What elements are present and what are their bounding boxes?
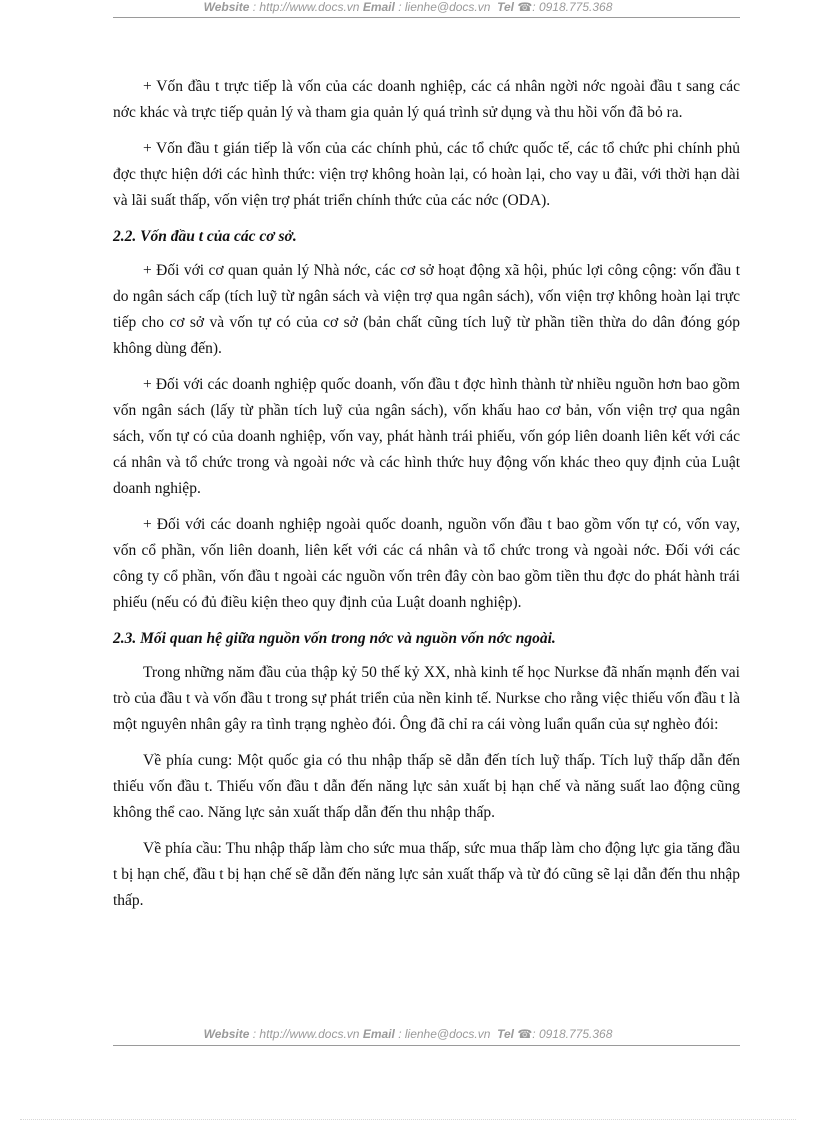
paragraph-state-enterprises: + Đối với các doanh nghiệp quốc doanh, vốn đầu t đợc hình thành từ nhiều nguồn hơn bao gồm vốn ngân sách (lấy từ phần tích luỹ của ngân sách), vốn khấu hao cơ bản, vốn viện trợ qua ngân sách, vốn tự có của doanh nghiệp, vốn vay, phát hành trái phiếu, vốn góp liên doanh liên kết với các cá nhân và tổ chức trong và ngoài nớc và các hình thức huy động vốn khác theo quy định của Luật doanh nghiệp. <box>113 376 740 497</box>
paragraph-direct-investment: + Vốn đầu t trực tiếp là vốn của các doanh nghiệp, các cá nhân ngời nớc ngoài đầu t sang các nớc khác và trực tiếp quản lý và tham gia quản lý quá trình sử dụng và thu hồi vốn đã bỏ ra. <box>113 78 740 121</box>
header-divider <box>113 17 740 18</box>
header-tel: ☎: 0918.775.368 <box>517 0 613 14</box>
header-tel-label: Tel <box>497 0 514 14</box>
footer-email[interactable]: : lienhe@docs.vn <box>398 1027 491 1041</box>
footer-divider <box>113 1045 740 1046</box>
footer-email-label: Email <box>362 1027 395 1041</box>
header-website-url[interactable]: : http://www.docs.vn <box>252 0 360 14</box>
footer-website-label: Website <box>203 1027 250 1041</box>
paragraph-indirect-investment: + Vốn đầu t gián tiếp là vốn của các chính phủ, các tổ chức quốc tế, các tổ chức phi chính phủ đợc thực hiện dới các hình thức: viện trợ không hoàn lại, có hoàn lại, cho vay u đãi, với thời hạn dài và lãi suất thấp, vốn viện trợ phát triển chính thức của các nớc (ODA). <box>113 140 740 209</box>
footer-tel: ☎: 0918.775.368 <box>517 1027 613 1041</box>
paragraph-demand-side: Về phía cầu: Thu nhập thấp làm cho sức mua thấp, sức mua thấp làm cho động lực gia tăng đầu t bị hạn chế, đầu t bị hạn chế sẽ dẫn đến năng lực sản xuất thấp và từ đó cũng sẽ lại dẫn đến thu nhập thấp. <box>113 840 740 909</box>
paragraph-private-enterprises: + Đối với các doanh nghiệp ngoài quốc doanh, nguồn vốn đầu t bao gồm vốn tự có, vốn vay, vốn cổ phần, vốn liên doanh, liên kết với các cá nhân và tổ chức trong và ngoài nớc. Đối với các công ty cổ phần, vốn đầu t ngoài các nguồn vốn trên đây còn bao gồm tiền thu đợc do phát hành trái phiếu (nếu có đủ điều kiện theo quy định của Luật doanh nghiệp). <box>113 516 740 611</box>
footer-tel-label: Tel <box>497 1027 514 1041</box>
header-email-label: Email <box>362 0 395 14</box>
section-heading-2-2: 2.2. Vốn đầu t của các cơ sở. <box>113 228 297 245</box>
page-header <box>0 0 816 14</box>
paragraph-supply-side: Về phía cung: Một quốc gia có thu nhập thấp sẽ dẫn đến tích luỹ thấp. Tích luỹ thấp dẫn đến thiếu vốn đầu t. Thiếu vốn đầu t dẫn đến năng lực sản xuất bị hạn chế và năng suất lao động cũng không thể cao. Năng lực sản xuất thấp dẫn đến thu nhập thấp. <box>113 752 740 821</box>
page-bottom-border <box>20 1119 796 1120</box>
header-website-label: Website <box>203 0 250 14</box>
page-footer <box>0 1027 816 1041</box>
paragraph-state-agencies: + Đối với cơ quan quản lý Nhà nớc, các cơ sở hoạt động xã hội, phúc lợi công cộng: vốn đầu t do ngân sách cấp (tích luỹ từ ngân sách và viện trợ qua ngân sách), vốn viện trợ không hoàn lại trực tiếp cho cơ sở và vốn tự có của cơ sở (bản chất cũng tích luỹ từ phần tiền thừa do dân đóng góp không dùng đến). <box>113 262 740 357</box>
header-email[interactable]: : lienhe@docs.vn <box>398 0 491 14</box>
document-body <box>113 74 740 924</box>
paragraph-nurkse: Trong những năm đầu của thập kỷ 50 thế kỷ XX, nhà kinh tế học Nurkse đã nhấn mạnh đến vai trò của đầu t và vốn đầu t trong sự phát triển của nền kinh tế. Nurkse cho rằng việc thiếu vốn đầu t là một nguyên nhân gây ra tình trạng nghèo đói. Ông đã chỉ ra cái vòng luẩn quẩn của sự nghèo đói: <box>113 664 740 733</box>
section-heading-2-3: 2.3. Mối quan hệ giữa nguồn vốn trong nớc và nguồn vốn nớc ngoài. <box>113 630 556 647</box>
footer-website-url[interactable]: : http://www.docs.vn <box>252 1027 360 1041</box>
